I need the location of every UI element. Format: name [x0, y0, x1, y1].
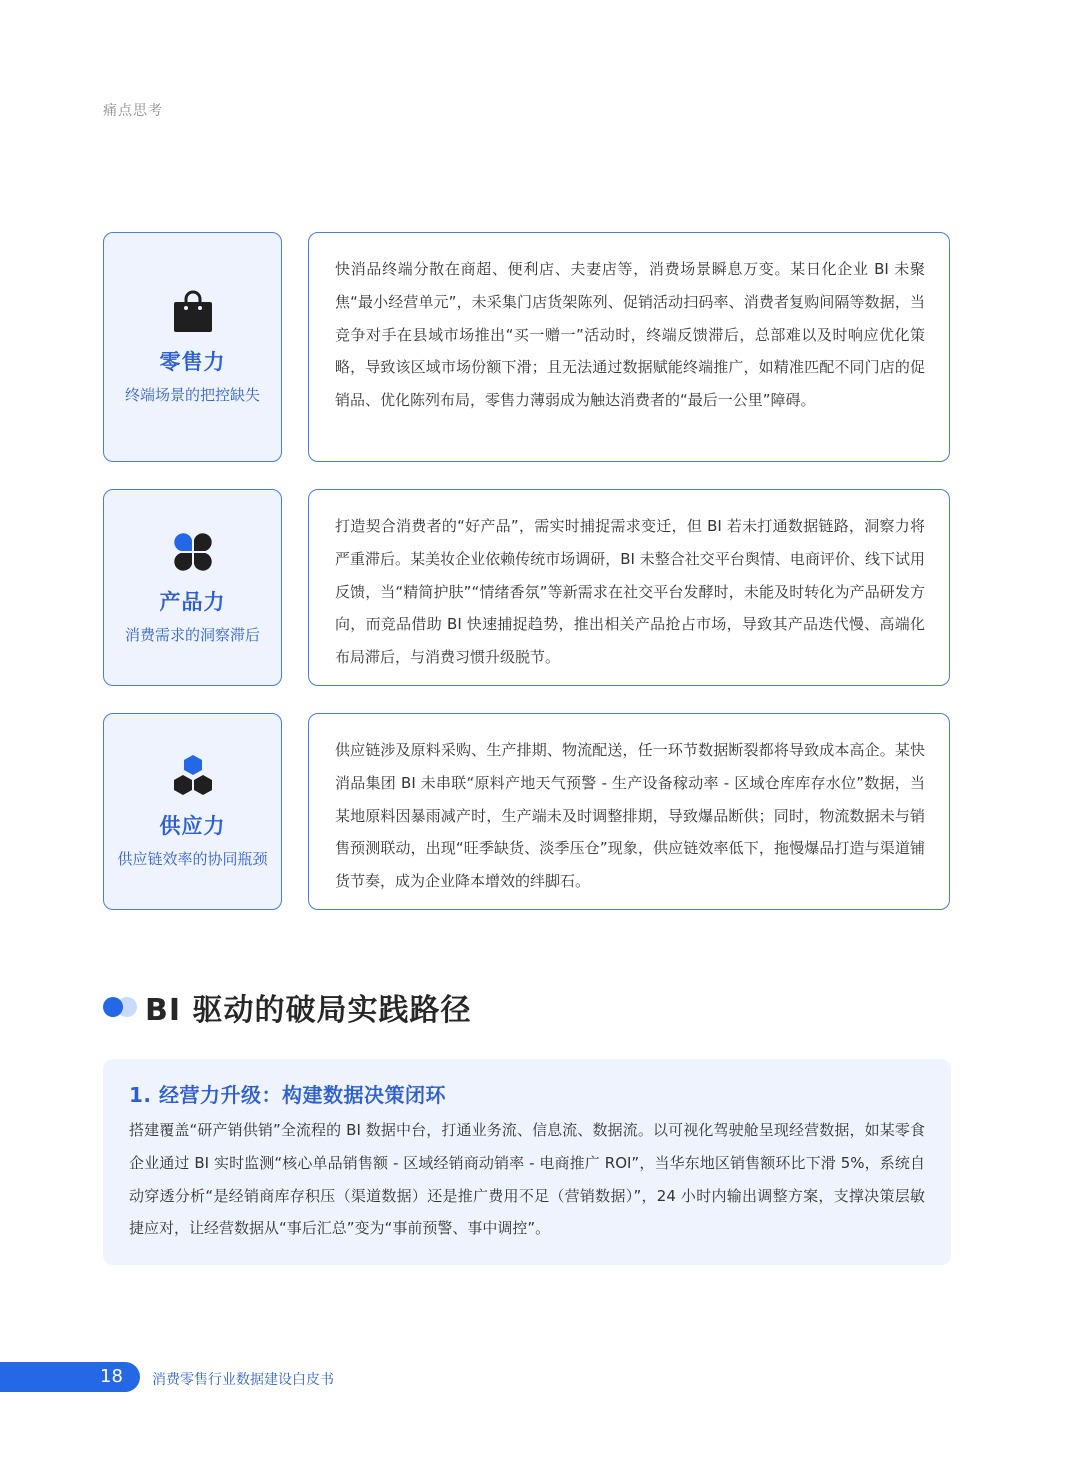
hexagon-cluster-icon	[171, 754, 215, 798]
card-subtitle: 供应链效率的协同瓶颈	[117, 850, 268, 868]
section-heading	[103, 985, 471, 1029]
pain-card-supply	[103, 713, 282, 910]
bullet-dots-icon	[103, 995, 137, 1019]
document-title: 消费零售行业数据建设白皮书	[152, 1372, 334, 1388]
page-number: 18	[100, 1366, 123, 1387]
card-title: 产品力	[159, 590, 226, 614]
four-petal-icon	[171, 530, 215, 574]
section-label: 痛点思考	[103, 103, 163, 119]
card-subtitle: 消费需求的洞察滞后	[124, 626, 260, 644]
shopping-bag-icon	[171, 290, 215, 334]
card-title: 供应力	[159, 814, 226, 838]
pain-card-retail	[103, 232, 282, 462]
pain-text-retail: 快消品终端分散在商超、便利店、夫妻店等，消费场景瞬息万变。某日化企业 BI 未聚焦“最小经营单元”，未采集门店货架陈列、促销活动扫码率、消费者复购间隔等数据，当竞争对手在县域市场推出“买一赠一”活动时，终端反馈滞后，总部难以及时响应优化策略，导致该区域市场份额下滑；且无法通过数据赋能终端推广，如精准匹配不同门店的促销品、优化陈列布局，零售力薄弱成为触达消费者的“最后一公里”障碍。	[308, 232, 950, 462]
pain-card-product	[103, 489, 282, 686]
practice-title: 1. 经营力升级：构建数据决策闭环	[129, 1083, 446, 1107]
practice-text: 搭建覆盖“研产销供销”全流程的 BI 数据中台，打通业务流、信息流、数据流。以可视化驾驶舱呈现经营数据，如某零食企业通过 BI 实时监测“核心单品销售额 - 区域经销商动销率 - 电商推广 ROI”，当华东地区销售额环比下滑 5%，系统自动穿透分析“是经销商库存积压（渠道数据）还是推广费用不足（营销数据）”，24 小时内输出调整方案，支撑决策层敏捷应对，让经营数据从“事后汇总”变为“事前预警、事中调控”。	[129, 1121, 925, 1238]
pain-text-product: 打造契合消费者的“好产品”，需实时捕捉需求变迁，但 BI 若未打通数据链路，洞察力将严重滞后。某美妆企业依赖传统市场调研，BI 未整合社交平台舆情、电商评价、线下试用反馈，当“精简护肤”“情绪香氛”等新需求在社交平台发酵时，未能及时转化为产品研发方向，而竞品借助 BI 快速捕捉趋势，推出相关产品抢占市场，导致其产品迭代慢、高端化布局滞后，与消费习惯升级脱节。	[308, 489, 950, 686]
card-title: 零售力	[159, 349, 226, 374]
practice-box	[103, 1059, 951, 1265]
pain-text-supply: 供应链涉及原料采购、生产排期、物流配送，任一环节数据断裂都将导致成本高企。某快消品集团 BI 未串联“原料产地天气预警 - 生产设备稼动率 - 区域仓库库存水位”数据，当某地原料因暴雨减产时，生产端未及时调整排期，导致爆品断供；同时，物流数据未与销售预测联动，出现“旺季缺货、淡季压仓”现象，供应链效率低下，拖慢爆品打造与渠道铺货节奏，成为企业降本增效的绊脚石。	[308, 713, 950, 910]
section-heading-text: BI 驱动的破局实践路径	[145, 993, 472, 1028]
card-subtitle: 终端场景的把控缺失	[124, 385, 260, 404]
